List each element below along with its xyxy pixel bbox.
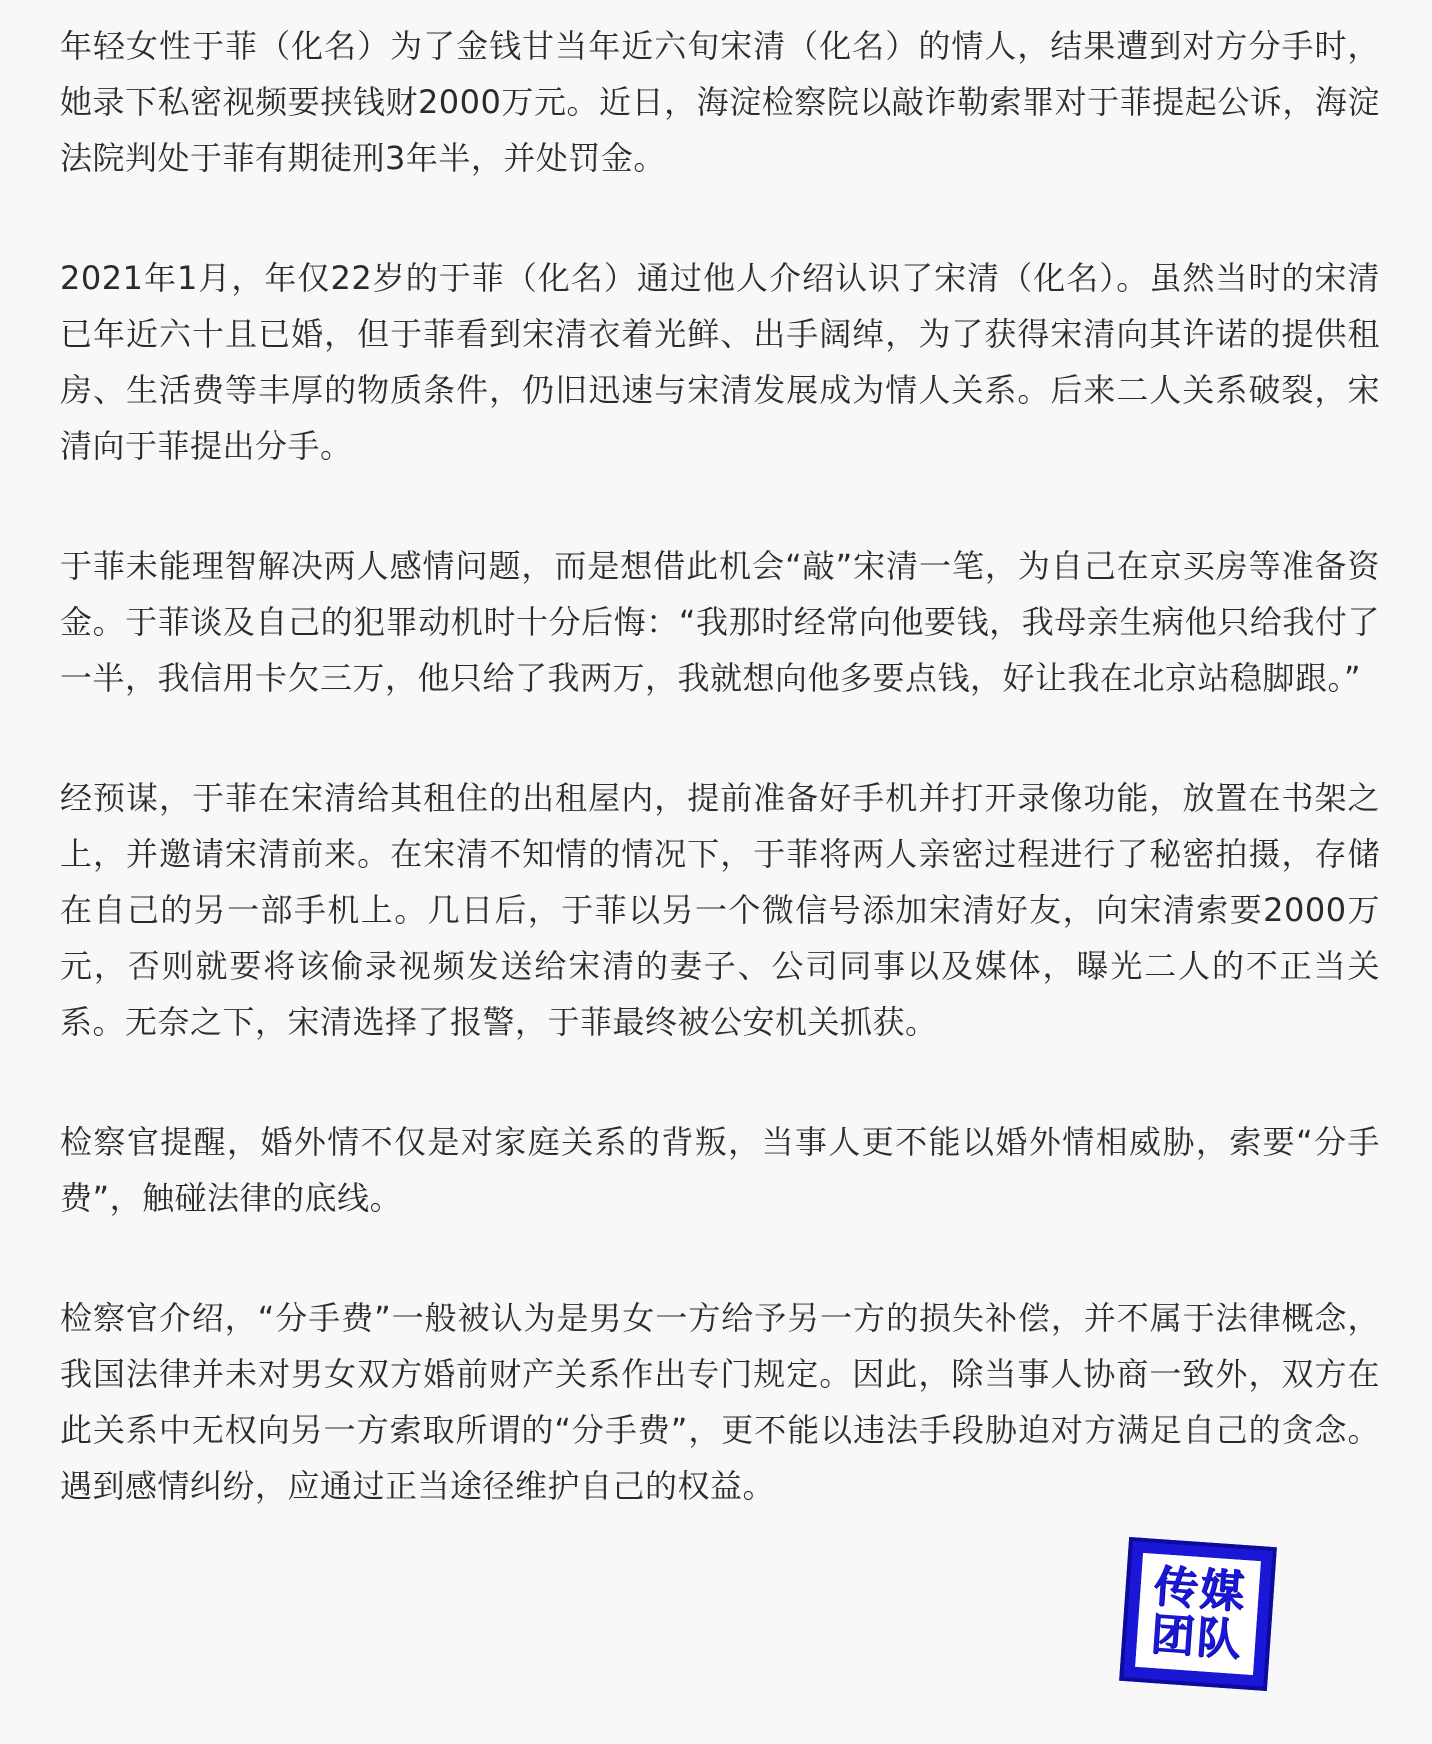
article-body bbox=[60, 18, 1380, 1578]
stamp-text-line-1: 传媒 bbox=[1152, 1560, 1248, 1619]
stamp-text-line-2: 团队 bbox=[1148, 1608, 1245, 1667]
stamp-inner bbox=[1135, 1553, 1261, 1675]
media-team-stamp bbox=[1119, 1537, 1277, 1691]
paragraph-background: 2021年1月，年仅22岁的于菲（化名）通过他人介绍认识了宋清（化名）。虽然当时的宋清已年近六十且已婚，但于菲看到宋清衣着光鲜、出手阔绰，为了获得宋清向其许诺的提供租房、生活费等丰厚的物质条件，仍旧迅速与宋清发展成为情人关系。后来二人关系破裂，宋清向于菲提出分手。 bbox=[60, 259, 1380, 465]
paragraph-motive: 于菲未能理智解决两人感情问题，而是想借此机会“敲”宋清一笔，为自己在京买房等准备资金。于菲谈及自己的犯罪动机时十分后悔：“我那时经常向他要钱，我母亲生病他只给我付了一半，我信用卡欠三万，他只给了我两万，我就想向他多要点钱，好让我在北京站稳脚跟。” bbox=[60, 547, 1380, 697]
paragraph-intro: 年轻女性于菲（化名）为了金钱甘当年近六旬宋清（化名）的情人，结果遭到对方分手时，她录下私密视频要挟钱财2000万元。近日，海淀检察院以敲诈勒索罪对于菲提起公诉，海淀法院判处于菲有期徒刑3年半，并处罚金。 bbox=[60, 27, 1380, 177]
paragraph-warning: 检察官提醒，婚外情不仅是对家庭关系的背叛，当事人更不能以婚外情相威胁，索要“分手费”，触碰法律的底线。 bbox=[60, 1123, 1380, 1217]
paragraph-explanation: 检察官介绍，“分手费”一般被认为是男女一方给予另一方的损失补偿，并不属于法律概念，我国法律并未对男女双方婚前财产关系作出专门规定。因此，除当事人协商一致外，双方在此关系中无权向另一方索取所谓的“分手费”，更不能以违法手段胁迫对方满足自己的贪念。遇到感情纠纷，应通过正当途径维护自己的权益。 bbox=[60, 1299, 1380, 1505]
paragraph-crime: 经预谋，于菲在宋清给其租住的出租屋内，提前准备好手机并打开录像功能，放置在书架之上，并邀请宋清前来。在宋清不知情的情况下，于菲将两人亲密过程进行了秘密拍摄，存储在自己的另一部手机上。几日后，于菲以另一个微信号添加宋清好友，向宋清索要2000万元，否则就要将该偷录视频发送给宋清的妻子、公司同事以及媒体，曝光二人的不正当关系。无奈之下，宋清选择了报警，于菲最终被公安机关抓获。 bbox=[60, 779, 1380, 1041]
